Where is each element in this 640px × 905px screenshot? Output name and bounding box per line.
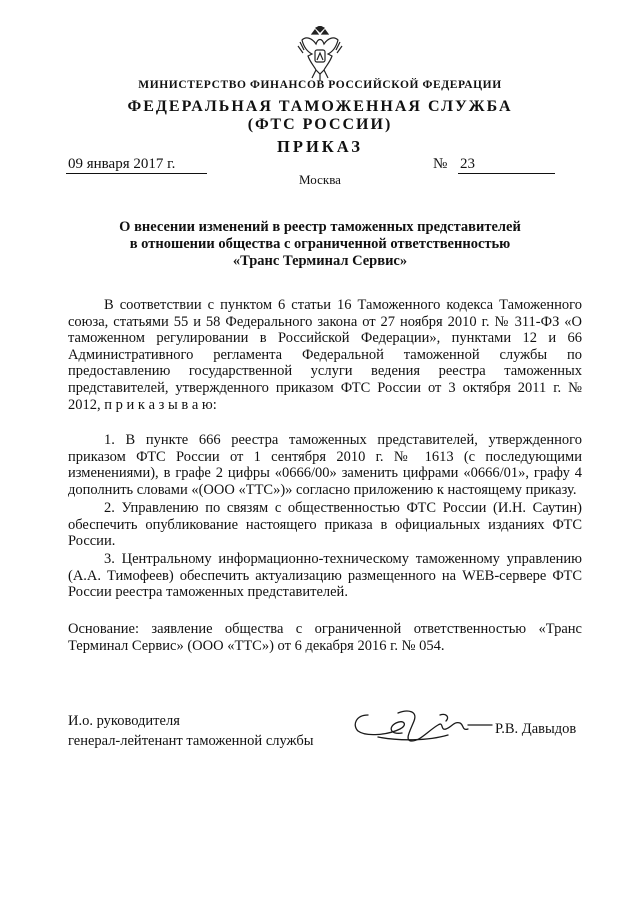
signatory-position: [68, 711, 314, 751]
signatory-name: Р.В. Давыдов: [495, 721, 577, 737]
item-3-paragraph: [68, 551, 582, 601]
preamble-text: В соответствии с пунктом 6 статьи 16 Таможенного кодекса Таможенного союза, статьями 55 и 58 Федерального закона от 27 ноября 2010 г. № 311-ФЗ «О таможенном регулировании в Российской Федерации», пунктами 12 и 66 Административного регламента Федеральной таможенной службы по предоставлению государственной услуги ведения реестра таможенных представителей, утвержденного приказом ФТС России от 3 октября 2011 г. № 2012, п р и к а з ы в а ю:: [68, 297, 582, 413]
signatory-position-line: И.о. руководителя: [68, 713, 180, 729]
document-number: 23: [458, 155, 555, 174]
basis-paragraph: [68, 621, 582, 654]
preamble-paragraph: [68, 297, 582, 413]
ministry-name: МИНИСТЕРСТВО ФИНАНСОВ РОССИЙСКОЙ ФЕДЕРАЦИИ: [138, 79, 502, 91]
document-number-label: №: [433, 156, 448, 172]
item-2-paragraph: [68, 500, 582, 550]
document-title: [60, 219, 580, 270]
document-city: Москва: [299, 172, 341, 187]
item-2-text: 2. Управлению по связям с общественностью ФТС России (И.Н. Саутин) обеспечить опубликование настоящего приказа в официальных изданиях ФТС России.: [68, 500, 582, 550]
item-1-paragraph: [68, 432, 582, 498]
service-short-name: (ФТС РОССИИ): [247, 116, 393, 133]
item-3-text: 3. Центральному информационно-техническому таможенному управлению (А.А. Тимофеев) обеспечить актуализацию размещенного на WEB-сервере ФТС России реестра таможенных представителей.: [68, 551, 582, 601]
document-type: ПРИКАЗ: [277, 137, 363, 156]
title-line: в отношении общества с ограниченной ответственностью: [129, 236, 511, 252]
handwritten-signature: [348, 701, 494, 749]
item-1-text: 1. В пункте 666 реестра таможенных представителей, утвержденного приказом ФТС России от 1 сентября 2010 г. № 1613 (с последующими изменениями), в графе 2 цифры «0666/00» заменить цифрами «0666/01», графу 4 дополнить словами «(ООО «ТТС»)» согласно приложению к настоящему приказу.: [68, 432, 582, 498]
coat-of-arms-icon: [296, 26, 344, 82]
title-line: «Транс Терминал Сервис»: [232, 253, 408, 269]
service-name: ФЕДЕРАЛЬНАЯ ТАМОЖЕННАЯ СЛУЖБА: [127, 98, 513, 115]
title-line: О внесении изменений в реестр таможенных представителей: [119, 219, 521, 235]
signatory-position-line: генерал-лейтенант таможенной службы: [68, 733, 314, 749]
basis-text: Основание: заявление общества с ограниченной ответственностью «Транс Терминал Сервис» (ООО «ТТС») от 6 декабря 2016 г. № 054.: [68, 621, 582, 654]
document-date: 09 января 2017 г.: [66, 155, 207, 174]
